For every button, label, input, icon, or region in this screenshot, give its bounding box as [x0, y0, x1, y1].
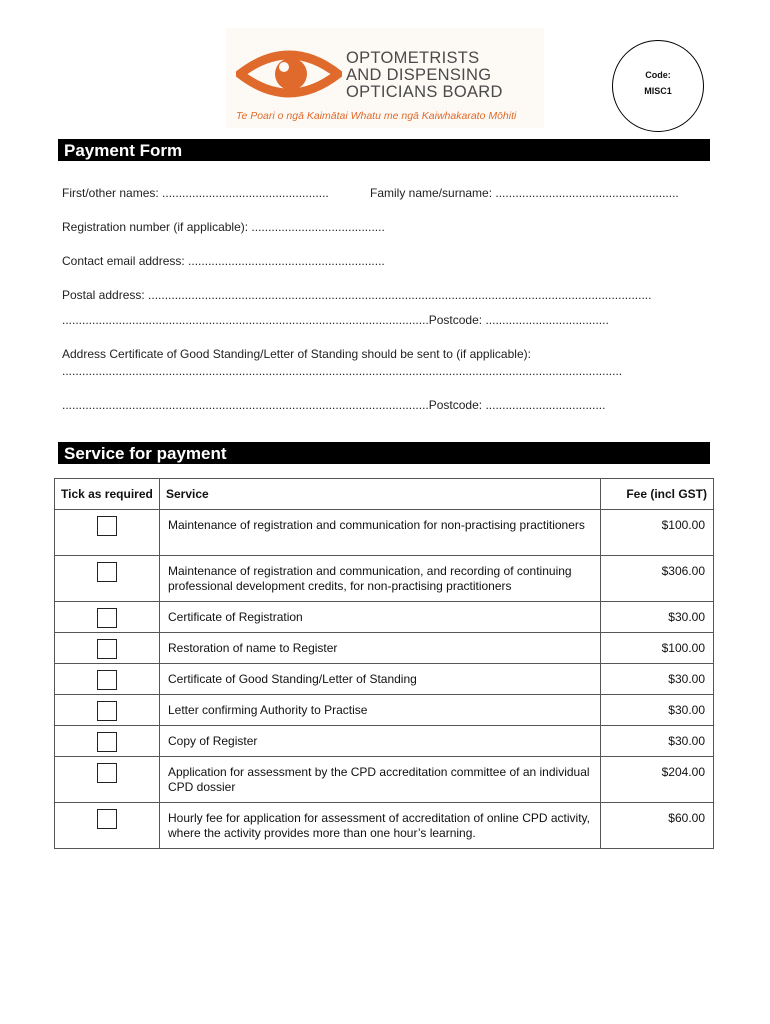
checkbox-icon[interactable] — [97, 763, 117, 783]
service-fee: $30.00 — [601, 695, 714, 726]
table-row — [55, 510, 714, 556]
registration-number-field[interactable]: Registration number (if applicable): ........................................ — [62, 220, 385, 234]
org-name-line2: AND DISPENSING — [346, 66, 492, 84]
checkbox-icon[interactable] — [97, 639, 117, 659]
form-code-badge — [612, 40, 704, 132]
first-names-field[interactable]: First/other names: .................................................. — [62, 186, 329, 200]
service-name: Certificate of Registration — [160, 602, 601, 633]
table-row — [55, 556, 714, 602]
checkbox-icon[interactable] — [97, 732, 117, 752]
table-row — [55, 664, 714, 695]
service-name: Hourly fee for application for assessment of accreditation of online CPD activity, where the activity provides more than one hour’s learning. — [160, 803, 601, 849]
service-name: Letter confirming Authority to Practise — [160, 695, 601, 726]
org-name-line1: OPTOMETRISTS — [346, 49, 480, 67]
eye-logo-icon — [236, 44, 342, 104]
org-name — [346, 50, 503, 101]
table-row — [55, 803, 714, 849]
service-fee: $100.00 — [601, 510, 714, 556]
checkbox-icon[interactable] — [97, 670, 117, 690]
checkbox-icon[interactable] — [97, 562, 117, 582]
code-label: Code: — [645, 70, 671, 80]
service-fee: $60.00 — [601, 803, 714, 849]
service-fee: $30.00 — [601, 726, 714, 757]
org-name-line3: OPTICIANS BOARD — [346, 83, 503, 101]
service-fee: $306.00 — [601, 556, 714, 602]
table-row — [55, 726, 714, 757]
tick-column-header: Tick as required — [55, 479, 160, 510]
contact-email-field[interactable]: Contact email address: ........................................................... — [62, 254, 385, 268]
service-for-payment-heading: Service for payment — [58, 442, 710, 464]
family-name-field[interactable]: Family name/surname: ....................................................... — [370, 186, 679, 200]
service-name: Application for assessment by the CPD accreditation committee of an individual CPD dossier — [160, 757, 601, 803]
service-name: Certificate of Good Standing/Letter of Standing — [160, 664, 601, 695]
service-column-header: Service — [160, 479, 601, 510]
service-fee: $100.00 — [601, 633, 714, 664]
service-name: Restoration of name to Register — [160, 633, 601, 664]
service-name: Maintenance of registration and communication, and recording of continuing professional development credits, for non-practising practitioners — [160, 556, 601, 602]
table-row — [55, 602, 714, 633]
table-row — [55, 757, 714, 803]
certificate-address-field[interactable]: ........................................................................................................................................................................ — [62, 364, 623, 378]
table-row — [55, 695, 714, 726]
checkbox-icon[interactable] — [97, 608, 117, 628]
service-fee: $204.00 — [601, 757, 714, 803]
service-name: Copy of Register — [160, 726, 601, 757]
table-row — [55, 633, 714, 664]
checkbox-icon[interactable] — [97, 701, 117, 721]
certificate-address-label: Address Certificate of Good Standing/Letter of Standing should be sent to (if applicable): — [62, 347, 531, 361]
postal-postcode-field[interactable]: ..............................................................................................................Postcode: ..................................... — [62, 313, 609, 327]
code-value: MISC1 — [644, 86, 672, 96]
maori-tagline: Te Poari o ngā Kaimātai Whatu me ngā Kaiwhakarato Mōhiti — [236, 110, 517, 122]
checkbox-icon[interactable] — [97, 809, 117, 829]
postal-address-field[interactable]: Postal address: ....................................................................................................................................................... — [62, 288, 652, 302]
service-table — [54, 478, 714, 849]
fee-column-header: Fee (incl GST) — [601, 479, 714, 510]
checkbox-icon[interactable] — [97, 516, 117, 536]
payment-form-heading: Payment Form — [58, 139, 710, 161]
certificate-postcode-field[interactable]: ..............................................................................................................Postcode: .................................... — [62, 398, 606, 412]
service-fee: $30.00 — [601, 602, 714, 633]
service-name: Maintenance of registration and communication for non-practising practitioners — [160, 510, 601, 556]
service-fee: $30.00 — [601, 664, 714, 695]
board-logo — [226, 28, 544, 128]
service-table-header — [55, 479, 714, 510]
